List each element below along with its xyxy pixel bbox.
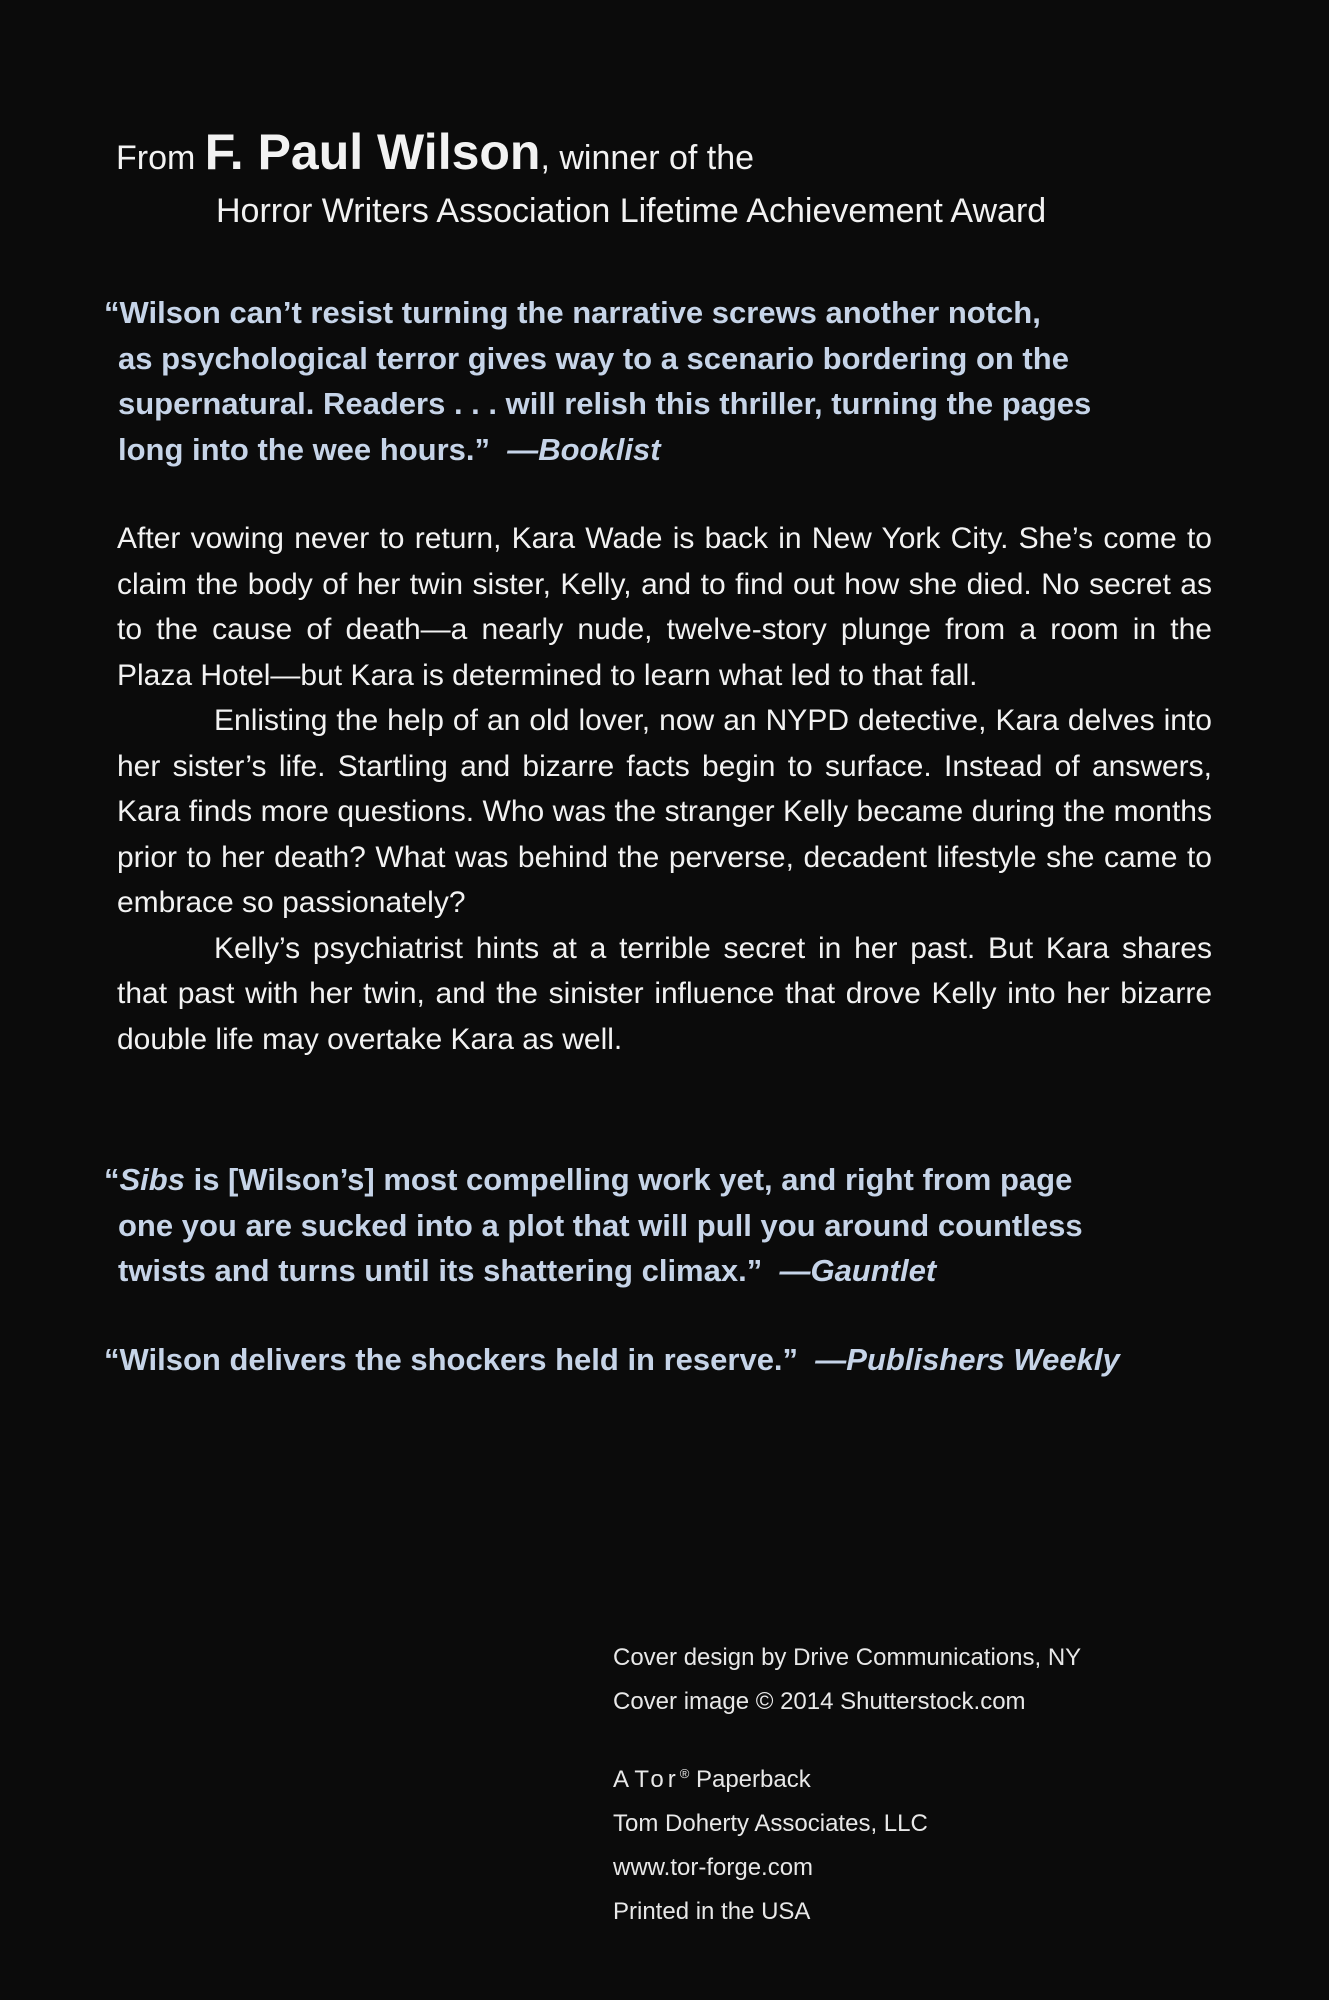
- author-name: F. Paul Wilson: [204, 124, 541, 180]
- imprint-prefix: A: [613, 1766, 628, 1793]
- quote-source: —Gauntlet: [779, 1253, 937, 1288]
- cover-image-credit: Cover image © 2014 Shutterstock.com: [613, 1688, 1026, 1715]
- quote-line: supernatural. Readers . . . will relish this thriller, turning the pages: [118, 386, 1092, 421]
- description-paragraph: Kelly’s psychiatrist hints at a terrible secret in her past. But Kara shares that past with her twin, and the sinister influence that drove Kelly into her bizarre double life may overtake Kara as well.: [117, 931, 1212, 1056]
- quote-open-mark: “: [104, 1162, 120, 1197]
- review-quote-gauntlet: [104, 1157, 1244, 1294]
- author-header: [116, 124, 1236, 236]
- header-line-1: [116, 124, 1236, 186]
- quote-source: —Publishers Weekly: [815, 1342, 1120, 1377]
- quote-source: —Booklist: [507, 431, 661, 467]
- spacer: [613, 1724, 1253, 1752]
- quote-line-last: [104, 427, 1244, 473]
- book-title: Sibs: [119, 1162, 185, 1197]
- description-paragraph: Enlisting the help of an old lover, now an NYPD detective, Kara delves into her sister’s life. Startling and bizarre facts begin to surface. Instead of answers, Kara finds more questions. Who was the stranger Kelly became during the months prior to her death? What was behind the perverse, decadent lifestyle she came to embrace so passionately?: [117, 704, 1212, 919]
- imprint-brand: Tor: [634, 1766, 680, 1793]
- review-quote-publishers-weekly: [104, 1337, 1244, 1383]
- quote-line: [104, 1157, 1244, 1203]
- award-line: Horror Writers Association Lifetime Achievement Award: [216, 192, 1047, 230]
- quote-text: “Wilson delivers the shockers held in reserve.”: [104, 1342, 799, 1377]
- quote-line: [104, 1337, 1244, 1383]
- quote-text: is [Wilson’s] most compelling work yet, and right from page: [184, 1162, 1073, 1197]
- quote-text: long into the wee hours.”: [118, 431, 490, 467]
- quote-text: twists and turns until its shattering climax.”: [118, 1253, 763, 1288]
- publisher-name: Tom Doherty Associates, LLC: [613, 1810, 928, 1837]
- imprint-suffix: Paperback: [695, 1766, 811, 1793]
- header-prefix: From: [116, 139, 196, 177]
- tor-logo-text: [634, 1766, 689, 1793]
- quote-line: “Wilson can’t resist turning the narrative screws another notch,: [104, 295, 1041, 330]
- header-suffix: , winner of the: [540, 139, 755, 177]
- review-quote-booklist: [104, 290, 1244, 472]
- description-paragraph: After vowing never to return, Kara Wade is back in New York City. She’s come to claim the body of her twin sister, Kelly, and to find out how she died. No secret as to the cause of death—a nearly nude, twelve-story plunge from a room in the Plaza Hotel—but Kara is determined to learn what led to that fall.: [117, 522, 1212, 692]
- cover-design-credit: Cover design by Drive Communications, NY: [613, 1644, 1082, 1671]
- quote-line: one you are sucked into a plot that will pull you around countless: [118, 1207, 1083, 1243]
- quote-line: as psychological terror gives way to a scenario bordering on the: [118, 340, 1069, 376]
- book-description: [117, 516, 1212, 1062]
- publisher-website: www.tor-forge.com: [613, 1854, 814, 1881]
- registered-mark: ®: [679, 1766, 690, 1781]
- imprint-line: [613, 1752, 1253, 1802]
- publisher-credits: [613, 1636, 1253, 1934]
- quote-line-last: [104, 1248, 1244, 1294]
- printed-location: Printed in the USA: [613, 1898, 811, 1925]
